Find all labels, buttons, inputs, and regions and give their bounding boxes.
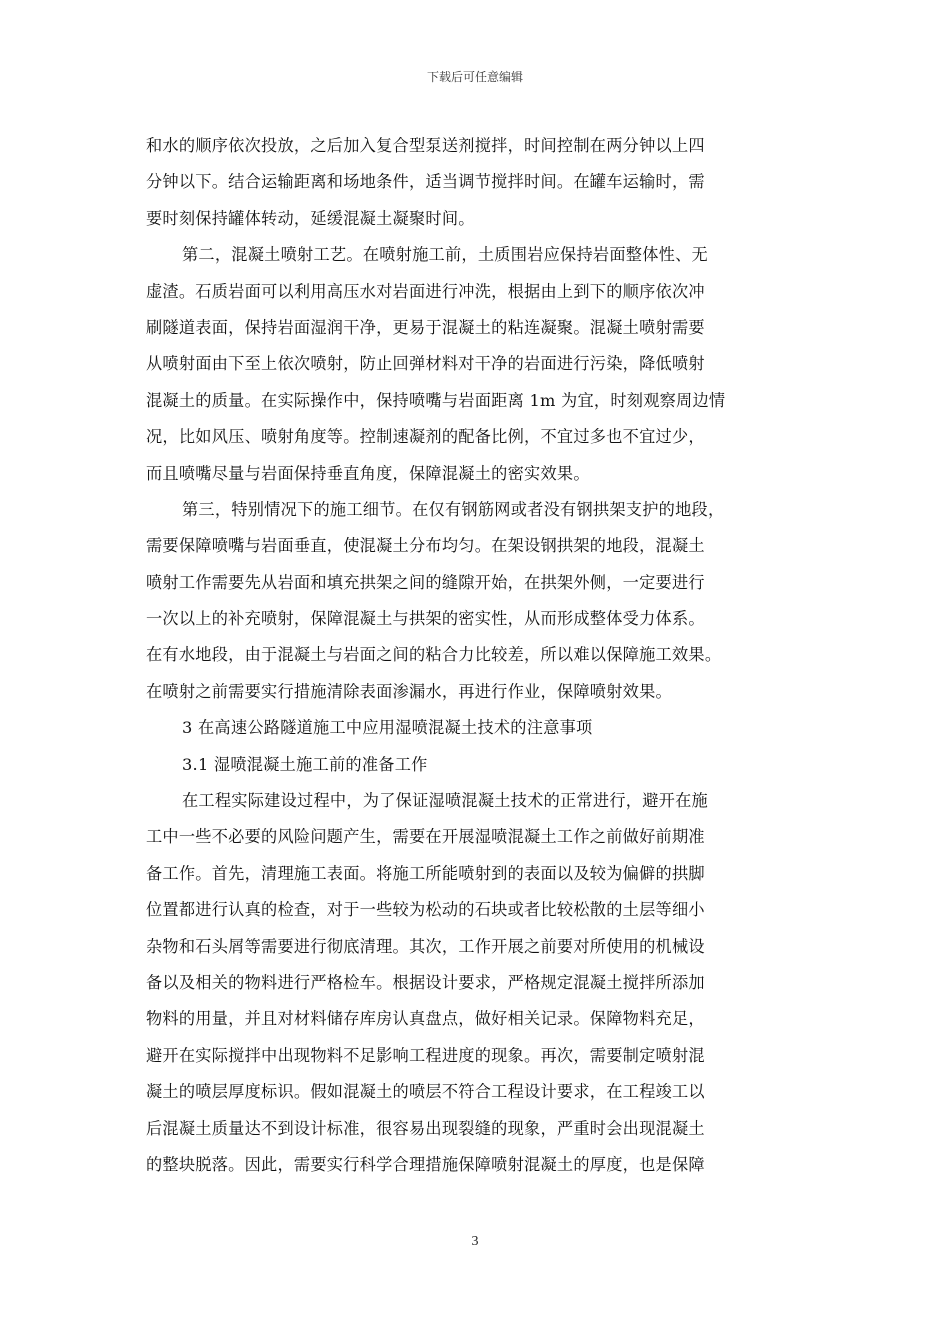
text-line: 而且喷嘴尽量与岩面保持垂直角度，保障混凝土的密实效果。 xyxy=(146,463,590,483)
text-line: 刷隧道表面，保持岩面湿润干净，更易于混凝土的粘连凝聚。混凝土喷射需要 xyxy=(146,317,705,337)
text-line: 一次以上的补充喷射，保障混凝土与拱架的密实性，从而形成整体受力体系。 xyxy=(146,609,705,629)
text-line: 分钟以下。结合运输距离和场地条件，适当调节搅拌时间。在罐车运输时，需 xyxy=(146,172,705,192)
text-line: 备工作。首先，清理施工表面。将施工所能喷射到的表面以及较为偏僻的拱脚 xyxy=(146,863,705,883)
text-line: 杂物和石头屑等需要进行彻底清理。其次，工作开展之前要对所使用的机械设 xyxy=(146,936,705,956)
text-line: 况，比如风压、喷射角度等。控制速凝剂的配备比例，不宜过多也不宜过少， xyxy=(146,427,705,447)
page-header: 下载后可任意编辑 xyxy=(426,70,523,84)
text-line: 的整块脱落。因此，需要实行科学合理措施保障喷射混凝土的厚度，也是保障 xyxy=(146,1154,705,1174)
text-line: 凝土的喷层厚度标识。假如混凝土的喷层不符合工程设计要求，在工程竣工以 xyxy=(146,1082,705,1102)
text-line: 需要保障喷嘴与岩面垂直，使混凝土分布均匀。在架设钢拱架的地段，混凝土 xyxy=(146,536,705,556)
text-line: 虚渣。石质岩面可以利用高压水对岩面进行冲洗，根据由上到下的顺序依次冲 xyxy=(146,281,705,301)
text-line: 第三，特别情况下的施工细节。在仅有钢筋网或者没有钢拱架支护的地段， xyxy=(182,499,725,519)
text-line: 在工程实际建设过程中，为了保证湿喷混凝土技术的正常进行，避开在施 xyxy=(182,791,708,811)
text-line: 避开在实际搅拌中出现物料不足影响工程进度的现象。再次，需要制定喷射混 xyxy=(146,1045,705,1065)
text-line: 物料的用量，并且对材料储存库房认真盘点，做好相关记录。保障物料充足， xyxy=(146,1009,705,1029)
text-line: 和水的顺序依次投放，之后加入复合型泵送剂搅拌，时间控制在两分钟以上四 xyxy=(146,136,705,155)
text-line: 备以及相关的物料进行严格检车。根据设计要求，严格规定混凝土搅拌所添加 xyxy=(146,972,705,992)
text-line: 要时刻保持罐体转动，延缓混凝土凝聚时间。 xyxy=(146,208,475,228)
text-line: 第二，混凝土喷射工艺。在喷射施工前，土质围岩应保持岩面整体性、无 xyxy=(182,245,708,265)
text-line: 工中一些不必要的风险问题产生，需要在开展湿喷混凝土工作之前做好前期准 xyxy=(146,827,705,847)
text-line: 混凝土的质量。在实际操作中，保持喷嘴与岩面距离 1m 为宜，时刻观察周边情 xyxy=(146,390,726,410)
text-line: 喷射工作需要先从岩面和填充拱架之间的缝隙开始，在拱架外侧，一定要进行 xyxy=(146,572,705,592)
text-line: 后混凝土质量达不到设计标准，很容易出现裂缝的现象，严重时会出现混凝土 xyxy=(146,1118,705,1138)
text-line: 从喷射面由下至上依次喷射，防止回弹材料对干净的岩面进行污染，降低喷射 xyxy=(146,354,705,374)
page-number: 3 xyxy=(471,1234,479,1249)
text-line: 3 在高速公路隧道施工中应用湿喷混凝土技术的注意事项 xyxy=(182,718,593,738)
text-line: 位置都进行认真的检查，对于一些较为松动的石块或者比较松散的土层等细小 xyxy=(146,900,705,920)
body-text xyxy=(146,128,806,1183)
text-line: 3.1 湿喷混凝土施工前的准备工作 xyxy=(182,754,428,774)
text-line: 在喷射之前需要实行措施清除表面渗漏水，再进行作业，保障喷射效果。 xyxy=(146,681,672,701)
text-line: 在有水地段，由于混凝土与岩面之间的粘合力比较差，所以难以保障施工效果。 xyxy=(146,645,722,665)
